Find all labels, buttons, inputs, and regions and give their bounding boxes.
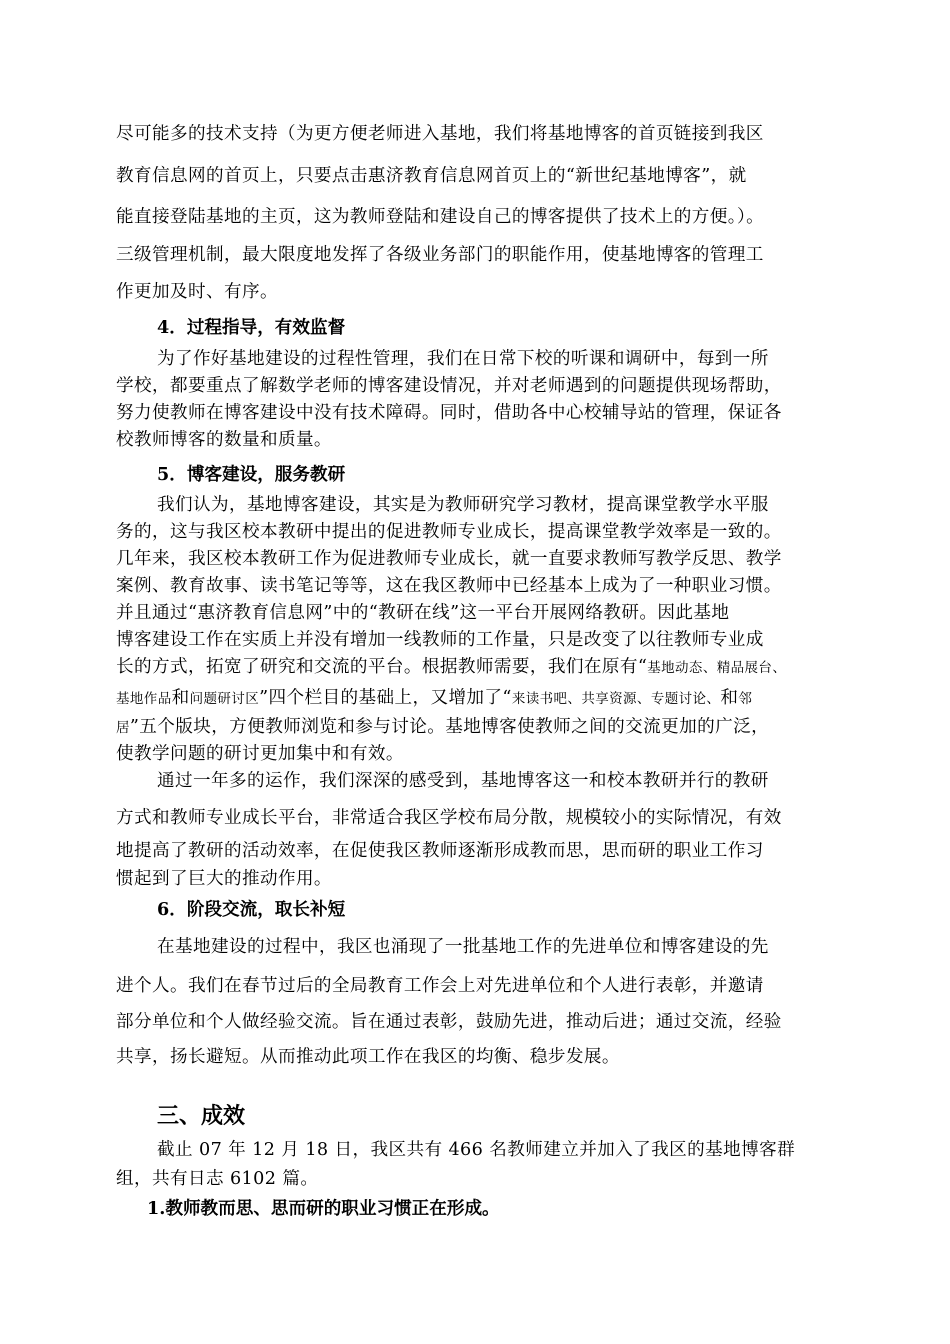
text-span: 长的方式，拓宽了研究和交流的平台。根据教师需要，我们在原有“ (116, 657, 648, 677)
text-line: 教育信息网的首页上，只要点击惠济教育信息网首页上的“新世纪基地博客”，就 (116, 166, 747, 186)
column-names: 邻 (738, 691, 753, 707)
column-names: 基地作品 (116, 691, 172, 707)
text-line: 方式和教师专业成长平台，非常适合我区学校布局分散，规模较小的实际情况，有效 (116, 808, 782, 828)
column-names: 基地动态、精品展台、 (647, 660, 787, 676)
text-line: 通过一年多的运作，我们深深的感受到，基地博客这一和校本教研并行的教研 (157, 771, 769, 791)
text-line: 博客建设工作在实质上并没有增加一线教师的工作量，只是改变了以往教师专业成 (116, 630, 764, 650)
text-span: 和 (171, 688, 190, 708)
text-line: 我们认为，基地博客建设，其实是为教师研究学习教材，提高课堂教学水平服 (157, 495, 769, 515)
text-span: ”五个版块，方便教师浏览和参与讨论。基地博客使教师之间的交流更加的广泛， (129, 717, 770, 737)
text-line (116, 713, 769, 738)
text-line: 在基地建设的过程中，我区也涌现了一批基地工作的先进单位和博客建设的先 (157, 937, 769, 957)
section-heading: 5．博客建设，服务教研 (157, 464, 346, 485)
text-line: 几年来，我区校本教研工作为促进教师专业成长，就一直要求教师写教学反思、教学 (116, 549, 782, 569)
section-heading: 4．过程指导，有效监督 (157, 317, 346, 338)
column-names: 来读书吧、共享资源、专题讨论、 (511, 691, 721, 707)
text-line (116, 653, 786, 678)
section-heading: 6．阶段交流，取长补短 (157, 899, 346, 920)
text-line: 作更加及时、有序。 (116, 282, 278, 302)
text-line: 共享，扬长避短。从而推动此项工作在我区的均衡、稳步发展。 (116, 1047, 620, 1067)
text-line: 使教学问题的研讨更加集中和有效。 (116, 744, 404, 764)
text-line: 务的，这与我区校本教研中提出的促进教师专业成长，提高课堂教学效率是一致的。 (116, 522, 782, 542)
text-line: 努力使教师在博客建设中没有技术障碍。同时，借助各中心校辅导站的管理，保证各 (116, 403, 782, 423)
chapter-heading: 三、成效 (157, 1103, 246, 1129)
text-line: 案例、教育故事、读书笔记等等，这在我区教师中已经基本上成为了一种职业习惯。 (116, 576, 782, 596)
text-line: 并且通过“惠济教育信息网”中的“教研在线”这一平台开展网络教研。因此基地 (116, 603, 730, 623)
text-line: 学校，都要重点了解数学老师的博客建设情况，并对老师遇到的问题提供现场帮助， (116, 376, 782, 396)
text-line: 组，共有日志 6102 篇。 (116, 1169, 319, 1189)
text-line: 为了作好基地建设的过程性管理，我们在日常下校的听课和调研中，每到一所 (157, 349, 769, 369)
text-line: 能直接登陆基地的主页，这为教师登陆和建设自己的博客提供了技术上的方便。）。 (116, 207, 765, 227)
text-span: ”四个栏目的基础上，又增加了“ (259, 688, 512, 708)
text-span: 和 (720, 688, 739, 708)
text-line (116, 684, 752, 709)
subsection-heading: 1.教师教而思、思而研的职业习惯正在形成。 (147, 1198, 500, 1219)
column-names: 居 (116, 720, 130, 736)
text-line: 部分单位和个人做经验交流。旨在通过表彰，鼓励先进，推动后进；通过交流，经验 (116, 1012, 782, 1032)
text-line: 三级管理机制，最大限度地发挥了各级业务部门的职能作用，使基地博客的管理工 (116, 245, 764, 265)
text-line: 尽可能多的技术支持（为更方便老师进入基地，我们将基地博客的首页链接到我区 (116, 124, 764, 144)
text-line: 惯起到了巨大的推动作用。 (116, 869, 332, 889)
text-line: 地提高了教研的活动效率，在促使我区教师逐渐形成教而思，思而研的职业工作习 (116, 841, 764, 861)
text-line: 校教师博客的数量和质量。 (116, 430, 332, 450)
text-line: 进个人。我们在春节过后的全局教育工作会上对先进单位和个人进行表彰，并邀请 (116, 976, 764, 996)
column-names: 问题研讨区 (189, 691, 260, 707)
text-line: 截止 07 年 12 月 18 日，我区共有 466 名教师建立并加入了我区的基地博客群 (157, 1140, 796, 1160)
